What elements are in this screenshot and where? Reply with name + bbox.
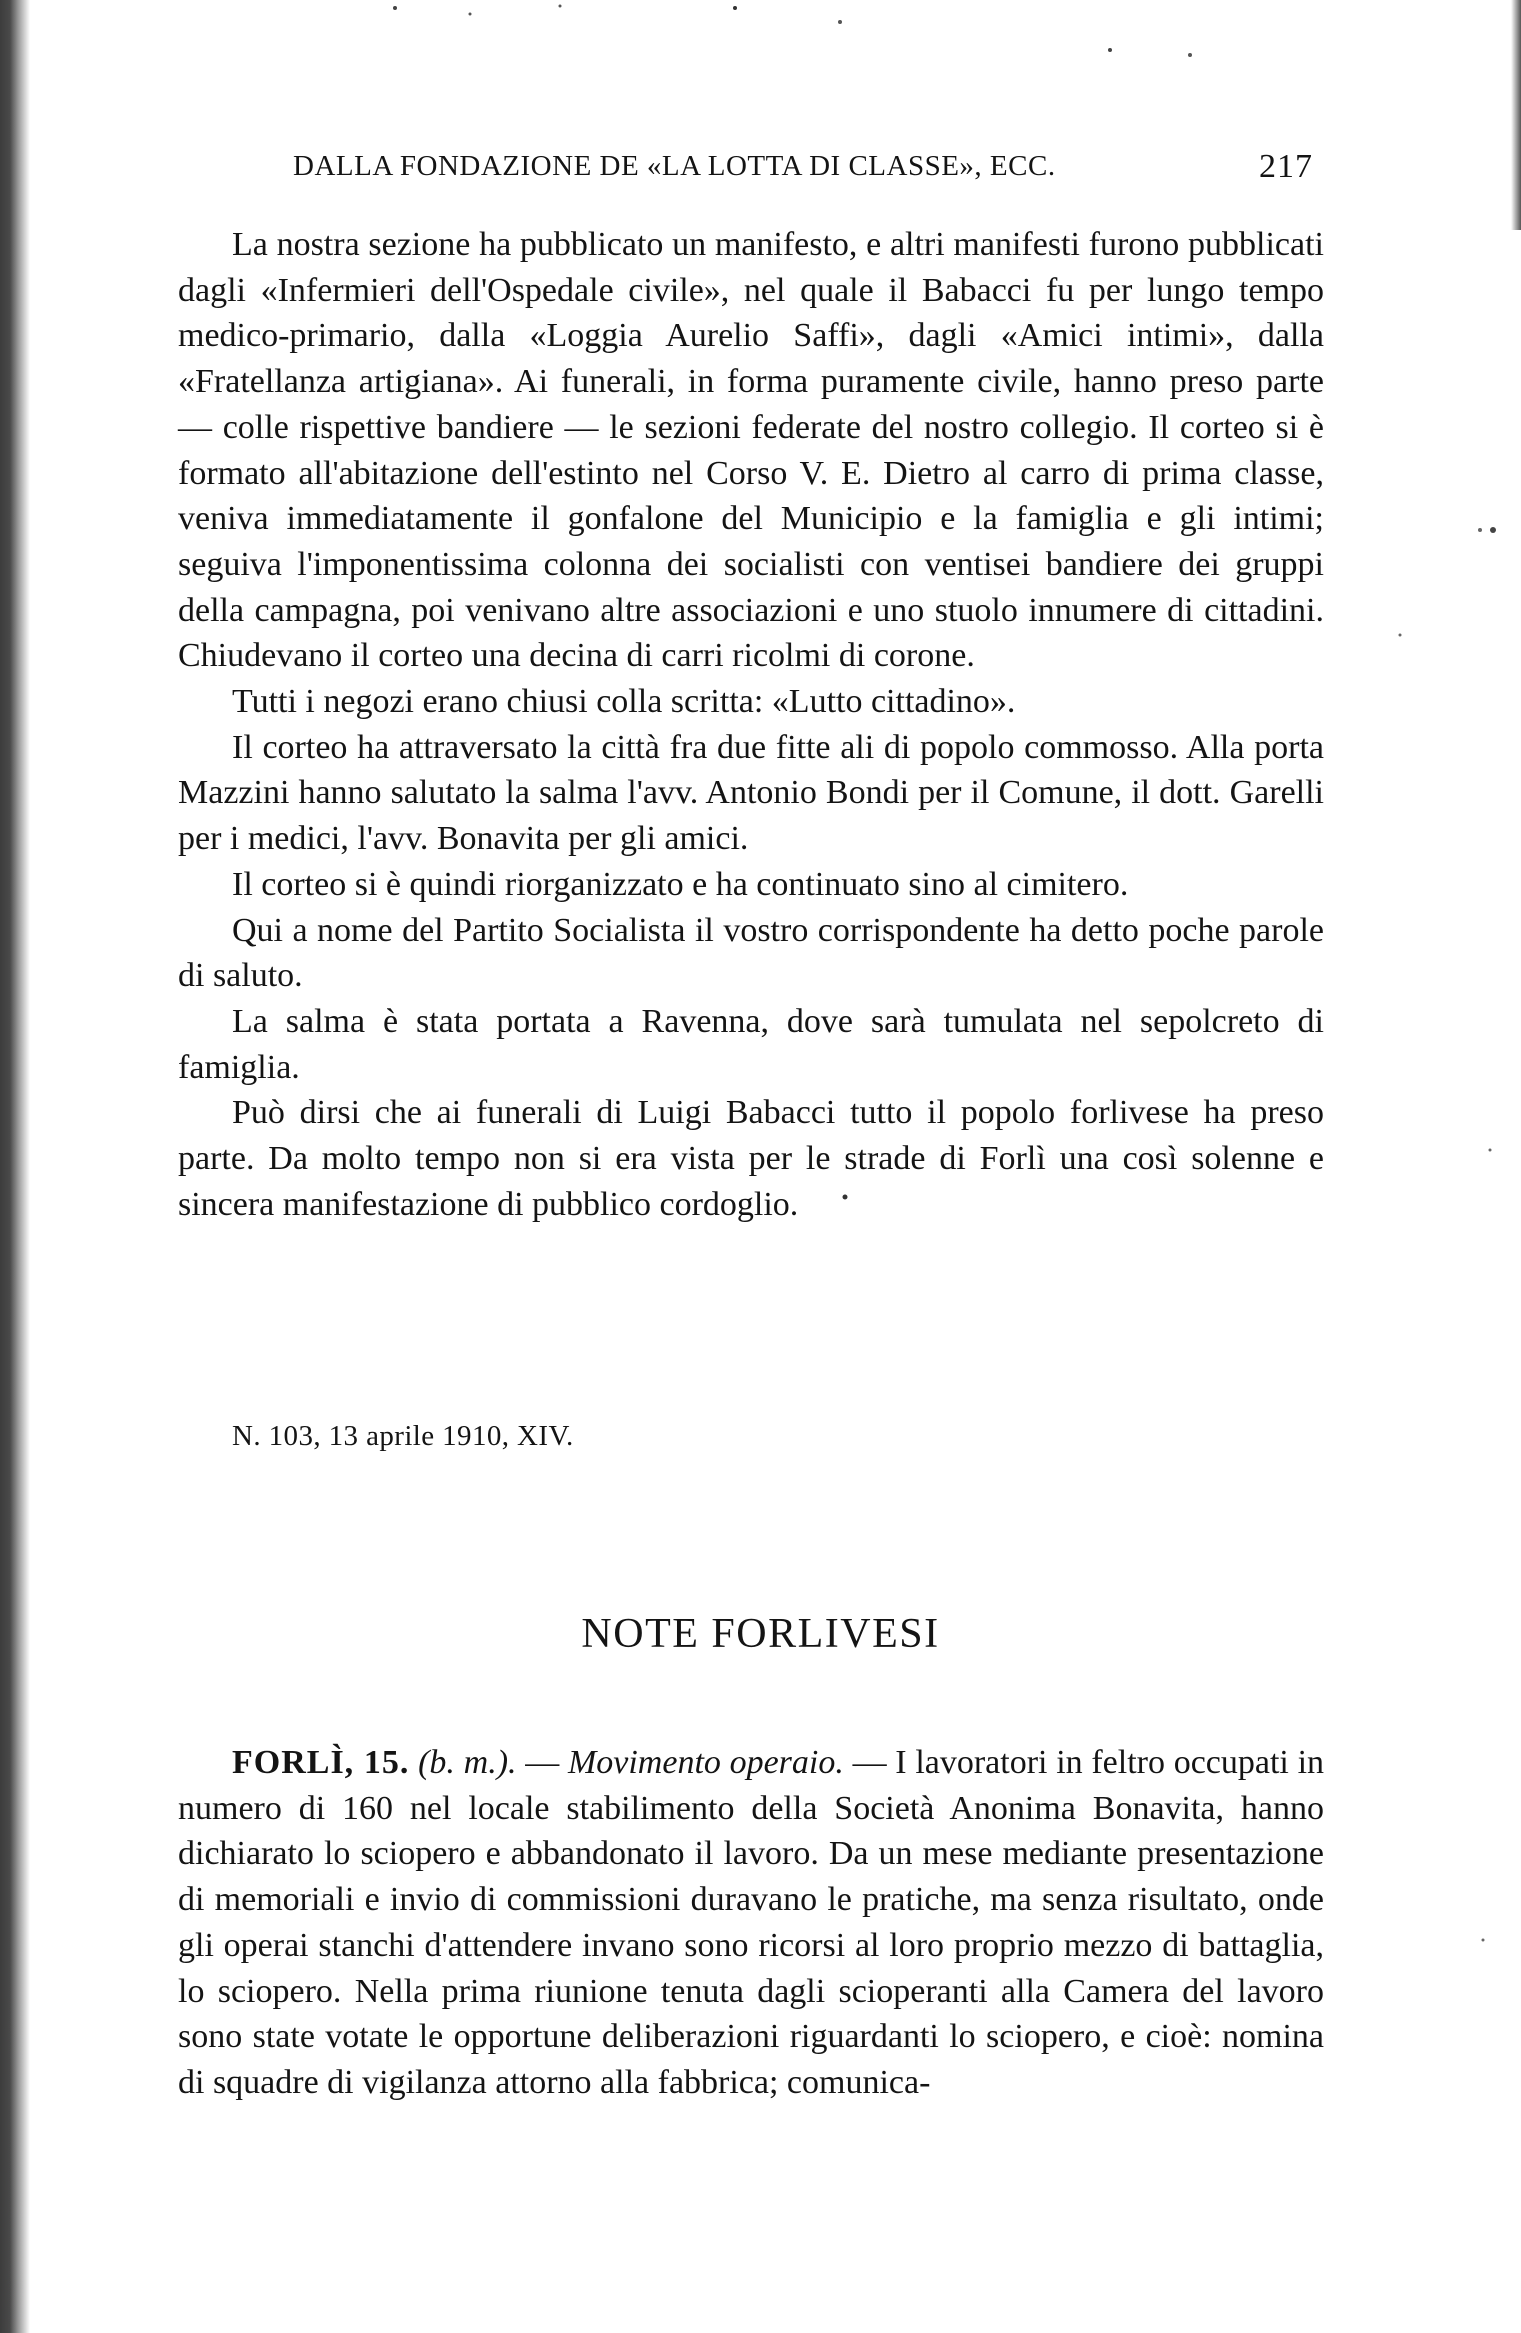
- page-edge-shadow-left: [0, 0, 30, 2333]
- paragraph: La nostra sezione ha pubblicato un manifesto, e altri manifesti furono pubblicati dagli «Infermieri dell'Ospedale civile», nel quale il Babacci fu per lungo tempo medico-primario, dalla «Loggia Aurelio Saffi», dagli «Amici intimi», dalla «Fratellanza artigiana». Ai funerali, in forma puramente civile, hanno preso parte — colle rispettive bandiere — le sezioni federate del nostro collegio. Il corteo si è formato all'abitazione dell'estinto nel Corso V. E. Dietro al carro di prima classe, veniva immediatamente il gonfalone del Municipio e la famiglia e gli intimi; seguiva l'imponentissima colonna dei socialisti con ventisei bandiere dei gruppi della campagna, poi venivano altre associazioni e uno stuolo innumere di cittadini. Chiudevano il corteo una decina di carri ricolmi di corone.: [178, 226, 1324, 675]
- paragraph: Tutti i negozi erano chiusi colla scritta: «Lutto cittadino».: [232, 683, 1016, 721]
- paragraph: Il corteo ha attraversato la città fra due fitte ali di popolo commosso. Alla porta Mazzini hanno salutato la salma l'avv. Antonio Bondi per il Comune, il dott. Garelli per i medici, l'avv. Bonavita per gli amici.: [178, 728, 1324, 858]
- page-number: 217: [1259, 148, 1313, 185]
- paragraph: Qui a nome del Partito Socialista il vostro corrispondente ha detto poche parole di saluto.: [178, 911, 1324, 995]
- paragraph: [178, 1740, 1324, 2106]
- section-title: NOTE FORLIVESI: [581, 1611, 940, 1657]
- dash-separator: —: [843, 1744, 896, 1781]
- article-text: I lavoratori in feltro occupati in numero di 160 nel locale stabilimento della Società Anonima Bonavita, hanno dichiarato lo sciopero e abbandonato il lavoro. Da un mese mediante presentazione di memoriali e invio di commissioni duravano le pratiche, ma senza risultato, onde gli operai stanchi d'attendere invano sono ricorsi al loro proprio mezzo di battaglia, lo sciopero. Nella prima riunione tenuta dagli scioperanti alla Camera del lavoro sono state votate le opportune deliberazioni riguardanti lo sciopero, e cioè: nomina di squadre di vigilanza attorno alla fabbrica; comunica-: [178, 1744, 1325, 2101]
- page-edge-shadow-right: [1511, 0, 1521, 230]
- article-body: [178, 222, 1324, 1227]
- dateline: FORLÌ, 15.: [232, 1744, 410, 1781]
- header-title: DALLA FONDAZIONE DE «LA LOTTA DI CLASSE», ECC.: [293, 150, 1056, 182]
- paragraph: Il corteo si è quindi riorganizzato e ha continuato sino al cimitero.: [232, 865, 1129, 903]
- paragraph: Può dirsi che ai funerali di Luigi Babacci tutto il popolo forlivese ha preso parte. Da molto tempo non si era vista per le strade di Forlì una così solenne e sincera manifestazione di pubblico cordoglio.: [178, 1094, 1324, 1223]
- source-citation: N. 103, 13 aprile 1910, XIV.: [232, 1420, 574, 1452]
- article-body-2: [178, 1740, 1324, 2106]
- dash-separator: —: [516, 1744, 568, 1781]
- author-initials: (b. m.).: [418, 1744, 517, 1781]
- paragraph: La salma è stata portata a Ravenna, dove sarà tumulata nel sepolcreto di famiglia.: [178, 1002, 1324, 1086]
- subject-heading: Movimento operaio.: [567, 1744, 844, 1781]
- running-header: [293, 150, 1313, 200]
